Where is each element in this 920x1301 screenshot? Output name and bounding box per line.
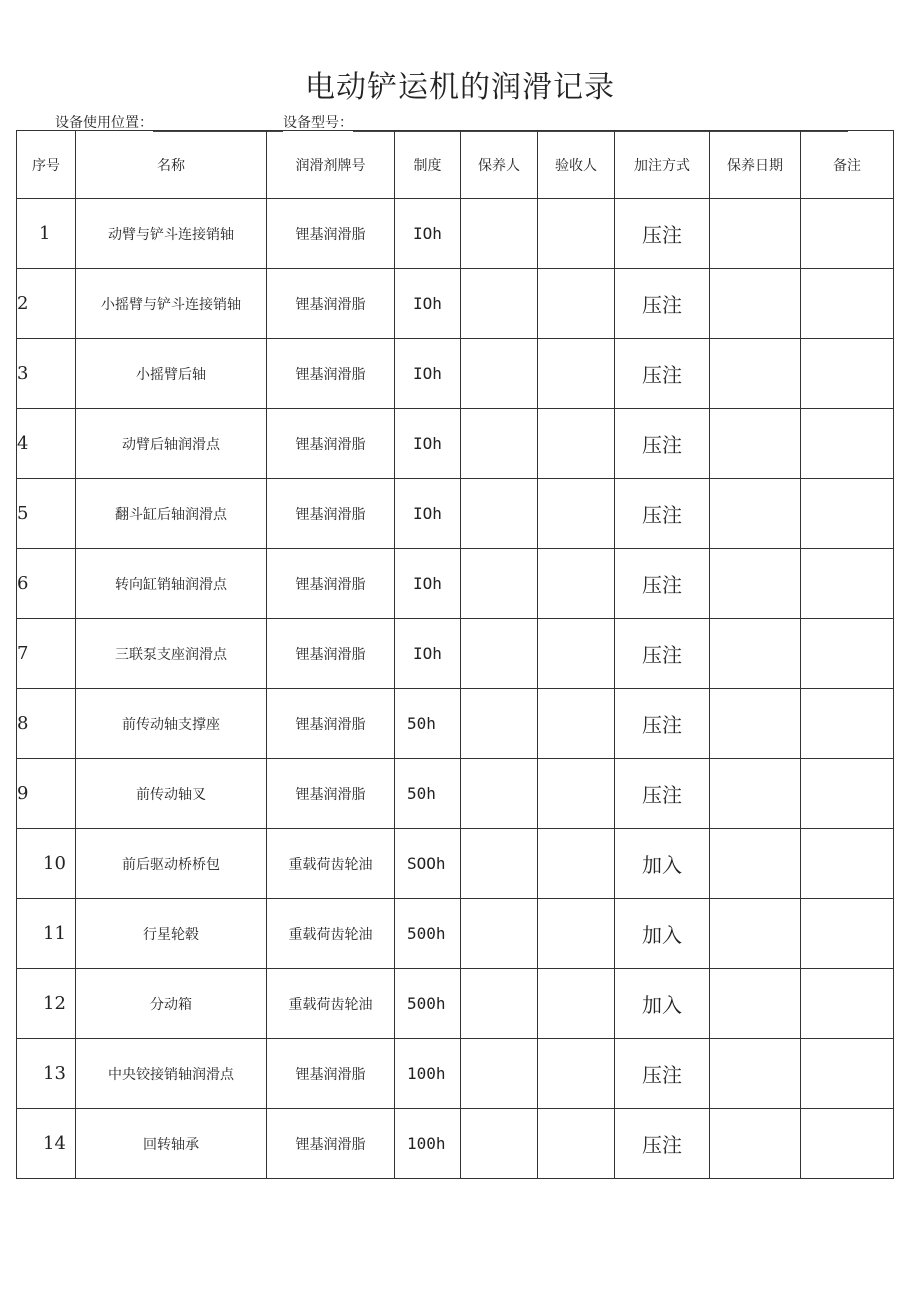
row-date-cell[interactable] [710,689,801,759]
table-row [17,1109,894,1179]
row-method: 压注 [615,479,710,549]
row-remark-cell[interactable] [801,969,894,1039]
table-row [17,199,894,269]
table-row [17,1039,894,1109]
row-lubricant: 锂基润滑脂 [267,269,395,339]
row-method: 压注 [615,339,710,409]
row-maintainer-cell[interactable] [461,269,538,339]
row-maintainer-cell[interactable] [461,689,538,759]
row-inspector-cell[interactable] [538,689,615,759]
row-number: 13 [17,1039,76,1109]
row-number: 1 [17,199,76,269]
row-interval: IOh [395,269,461,339]
row-maintainer-cell[interactable] [461,409,538,479]
row-lubricant: 锂基润滑脂 [267,409,395,479]
row-number: 11 [17,899,76,969]
row-maintainer-cell[interactable] [461,479,538,549]
row-date-cell[interactable] [710,479,801,549]
table-row [17,829,894,899]
row-date-cell[interactable] [710,969,801,1039]
row-item-name: 分动箱 [76,969,267,1039]
row-inspector-cell[interactable] [538,269,615,339]
model-label: 设备型号： [283,115,353,131]
row-number: 8 [17,689,76,759]
row-method: 压注 [615,759,710,829]
row-lubricant: 锂基润滑脂 [267,339,395,409]
row-lubricant: 锂基润滑脂 [267,199,395,269]
table-row [17,409,894,479]
row-item-name: 前后驱动桥桥包 [76,829,267,899]
row-lubricant: 锂基润滑脂 [267,689,395,759]
page-title: 电动铲运机的润滑记录 [305,70,615,105]
row-method: 压注 [615,409,710,479]
table-row [17,339,894,409]
row-remark-cell[interactable] [801,1109,894,1179]
row-number: 12 [17,969,76,1039]
row-method: 加入 [615,969,710,1039]
header-lubricant: 润滑剂牌号 [267,131,395,199]
row-number: 3 [17,339,76,409]
row-method: 压注 [615,689,710,759]
row-inspector-cell[interactable] [538,339,615,409]
row-item-name: 前传动轴叉 [76,759,267,829]
row-item-name: 中央铰接销轴润滑点 [76,1039,267,1109]
row-method: 压注 [615,269,710,339]
table-row [17,479,894,549]
row-interval: SOOh [395,829,461,899]
row-date-cell[interactable] [710,199,801,269]
table-row [17,689,894,759]
row-lubricant: 锂基润滑脂 [267,759,395,829]
row-item-name: 翻斗缸后轴润滑点 [76,479,267,549]
header-maintainer: 保养人 [461,131,538,199]
row-method: 压注 [615,549,710,619]
row-number: 14 [17,1109,76,1179]
row-item-name: 动臂与铲斗连接销轴 [76,199,267,269]
row-number: 9 [17,759,76,829]
row-inspector-cell[interactable] [538,1109,615,1179]
row-inspector-cell[interactable] [538,899,615,969]
row-lubricant: 重载荷齿轮油 [267,899,395,969]
header-remark: 备注 [801,131,894,199]
header-no: 序号 [17,131,76,199]
row-method: 加入 [615,899,710,969]
row-inspector-cell[interactable] [538,619,615,689]
row-date-cell[interactable] [710,759,801,829]
row-item-name: 回转轴承 [76,1109,267,1179]
row-interval: IOh [395,619,461,689]
row-number: 4 [17,409,76,479]
table-row [17,899,894,969]
row-remark-cell[interactable] [801,199,894,269]
row-maintainer-cell[interactable] [461,1109,538,1179]
row-inspector-cell[interactable] [538,759,615,829]
row-item-name: 转向缸销轴润滑点 [76,549,267,619]
row-date-cell[interactable] [710,549,801,619]
header-method: 加注方式 [615,131,710,199]
row-item-name: 小摇臂后轴 [76,339,267,409]
row-remark-cell[interactable] [801,759,894,829]
row-maintainer-cell[interactable] [461,759,538,829]
row-remark-cell[interactable] [801,479,894,549]
row-interval: IOh [395,199,461,269]
row-item-name: 小摇臂与铲斗连接销轴 [76,269,267,339]
table-row [17,269,894,339]
row-method: 加入 [615,829,710,899]
table-row [17,969,894,1039]
row-number: 7 [17,619,76,689]
row-date-cell[interactable] [710,899,801,969]
header-interval: 制度 [395,131,461,199]
row-lubricant: 重载荷齿轮油 [267,969,395,1039]
row-interval: IOh [395,479,461,549]
row-interval: 500h [395,899,461,969]
row-item-name: 行星轮毂 [76,899,267,969]
table-header-row [17,131,894,199]
row-date-cell[interactable] [710,339,801,409]
row-maintainer-cell[interactable] [461,619,538,689]
row-lubricant: 锂基润滑脂 [267,1109,395,1179]
row-maintainer-cell[interactable] [461,899,538,969]
row-remark-cell[interactable] [801,899,894,969]
row-method: 压注 [615,1039,710,1109]
lubrication-table [16,130,894,1179]
row-maintainer-cell[interactable] [461,829,538,899]
row-number: 10 [17,829,76,899]
row-remark-cell[interactable] [801,689,894,759]
equipment-info-line [55,112,848,132]
row-interval: 50h [395,759,461,829]
row-maintainer-cell[interactable] [461,1039,538,1109]
row-method: 压注 [615,1109,710,1179]
row-interval: 100h [395,1109,461,1179]
row-remark-cell[interactable] [801,549,894,619]
table-row [17,619,894,689]
row-date-cell[interactable] [710,409,801,479]
row-lubricant: 锂基润滑脂 [267,479,395,549]
table-row [17,759,894,829]
row-inspector-cell[interactable] [538,409,615,479]
header-date: 保养日期 [710,131,801,199]
row-method: 压注 [615,199,710,269]
header-name: 名称 [76,131,267,199]
row-inspector-cell[interactable] [538,829,615,899]
row-remark-cell[interactable] [801,339,894,409]
row-interval: IOh [395,549,461,619]
row-maintainer-cell[interactable] [461,549,538,619]
row-remark-cell[interactable] [801,409,894,479]
row-inspector-cell[interactable] [538,199,615,269]
table-row [17,549,894,619]
header-inspector: 验收人 [538,131,615,199]
row-remark-cell[interactable] [801,269,894,339]
row-item-name: 三联泵支座润滑点 [76,619,267,689]
row-number: 5 [17,479,76,549]
row-lubricant: 锂基润滑脂 [267,1039,395,1109]
row-interval: 100h [395,1039,461,1109]
row-remark-cell[interactable] [801,1039,894,1109]
row-date-cell[interactable] [710,1039,801,1109]
row-number: 6 [17,549,76,619]
row-maintainer-cell[interactable] [461,339,538,409]
row-lubricant: 重载荷齿轮油 [267,829,395,899]
row-interval: IOh [395,339,461,409]
row-maintainer-cell[interactable] [461,199,538,269]
row-inspector-cell[interactable] [538,479,615,549]
row-date-cell[interactable] [710,619,801,689]
row-inspector-cell[interactable] [538,549,615,619]
row-interval: IOh [395,409,461,479]
row-remark-cell[interactable] [801,829,894,899]
row-item-name: 动臂后轴润滑点 [76,409,267,479]
row-inspector-cell[interactable] [538,1039,615,1109]
row-date-cell[interactable] [710,269,801,339]
row-interval: 500h [395,969,461,1039]
row-maintainer-cell[interactable] [461,969,538,1039]
location-label: 设备使用位置： [55,115,153,131]
row-date-cell[interactable] [710,829,801,899]
row-inspector-cell[interactable] [538,969,615,1039]
row-method: 压注 [615,619,710,689]
row-lubricant: 锂基润滑脂 [267,619,395,689]
row-lubricant: 锂基润滑脂 [267,549,395,619]
row-date-cell[interactable] [710,1109,801,1179]
row-number: 2 [17,269,76,339]
row-item-name: 前传动轴支撑座 [76,689,267,759]
row-interval: 50h [395,689,461,759]
row-remark-cell[interactable] [801,619,894,689]
